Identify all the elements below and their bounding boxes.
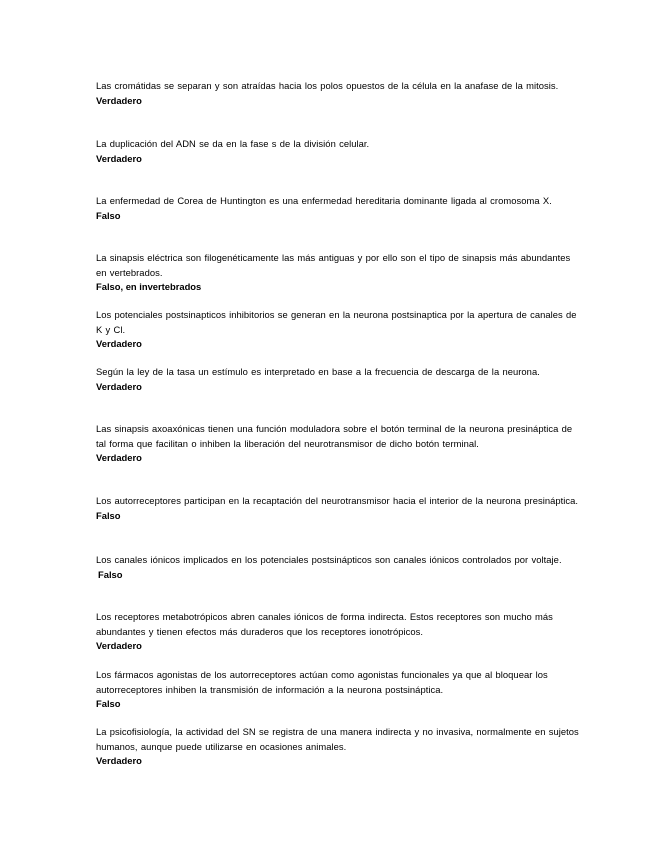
question-item xyxy=(96,194,582,223)
question-item xyxy=(96,308,582,352)
question-text: La psicofisiología, la actividad del SN se registra de una manera indirecta y no invasiva, normalmente en sujetos humanos, aunque puede utilizarse en ocasiones animales. xyxy=(96,726,579,752)
question-item xyxy=(96,251,582,295)
answer-text: Verdadero xyxy=(96,640,142,651)
question-item xyxy=(96,668,582,712)
answer-text: Verdadero xyxy=(96,338,142,349)
answer-text: Verdadero xyxy=(96,152,142,164)
question-item xyxy=(96,365,582,394)
answer-text: Falso, en invertebrados xyxy=(96,281,202,292)
question-item xyxy=(96,553,582,582)
question-text: Las cromátidas se separan y son atraídas hacia los polos opuestos de la célula en la anafase de la mitosis. xyxy=(96,80,559,91)
question-item xyxy=(96,494,582,523)
question-text: Los potenciales postsinapticos inhibitorios se generan en la neurona postsinaptica por la apertura de canales de K y Cl. xyxy=(96,309,577,335)
question-item xyxy=(96,422,582,466)
answer-text: Falso xyxy=(98,568,123,580)
question-text: Los fármacos agonistas de los autorreceptores actúan como agonistas funcionales ya que al bloquear los autorreceptores inhiben la transmisión de información a la neurona postsináptica. xyxy=(96,669,548,695)
question-text: Los canales iónicos implicados en los potenciales postsinápticos son canales iónicos controlados por voltaje. xyxy=(96,554,562,565)
answer-text: Verdadero xyxy=(96,755,142,766)
answer-text: Falso xyxy=(96,509,121,521)
question-item xyxy=(96,725,582,769)
question-text: La sinapsis eléctrica son filogenéticamente las más antiguas y por ello son el tipo de sinapsis más abundantes en vertebrados. xyxy=(96,252,571,278)
answer-text: Verdadero xyxy=(96,452,142,463)
question-text: La duplicación del ADN se da en la fase s de la división celular. xyxy=(96,138,370,149)
answer-text: Falso xyxy=(96,209,121,221)
question-item xyxy=(96,137,582,166)
question-item xyxy=(96,79,582,108)
question-text: La enfermedad de Corea de Huntington es una enfermedad hereditaria dominante ligada al cromosoma X. xyxy=(96,195,552,206)
answer-text: Verdadero xyxy=(96,94,142,106)
question-text: Las sinapsis axoaxónicas tienen una función moduladora sobre el botón terminal de la neurona presináptica de tal forma que facilitan o inhiben la liberación del neurotransmisor de dicho botón terminal. xyxy=(96,423,573,449)
answer-text: Verdadero xyxy=(96,380,142,392)
question-text: Los receptores metabotrópicos abren canales iónicos de forma indirecta. Estos receptores son mucho más abundantes y tienen efectos más duraderos que los receptores ionotrópicos. xyxy=(96,611,553,637)
answer-text: Falso xyxy=(96,698,121,709)
question-text: Según la ley de la tasa un estímulo es interpretado en base a la frecuencia de descarga de la neurona. xyxy=(96,366,540,377)
question-item xyxy=(96,610,582,654)
question-text: Los autorreceptores participan en la recaptación del neurotransmisor hacia el interior de la neurona presináptica. xyxy=(96,495,579,506)
